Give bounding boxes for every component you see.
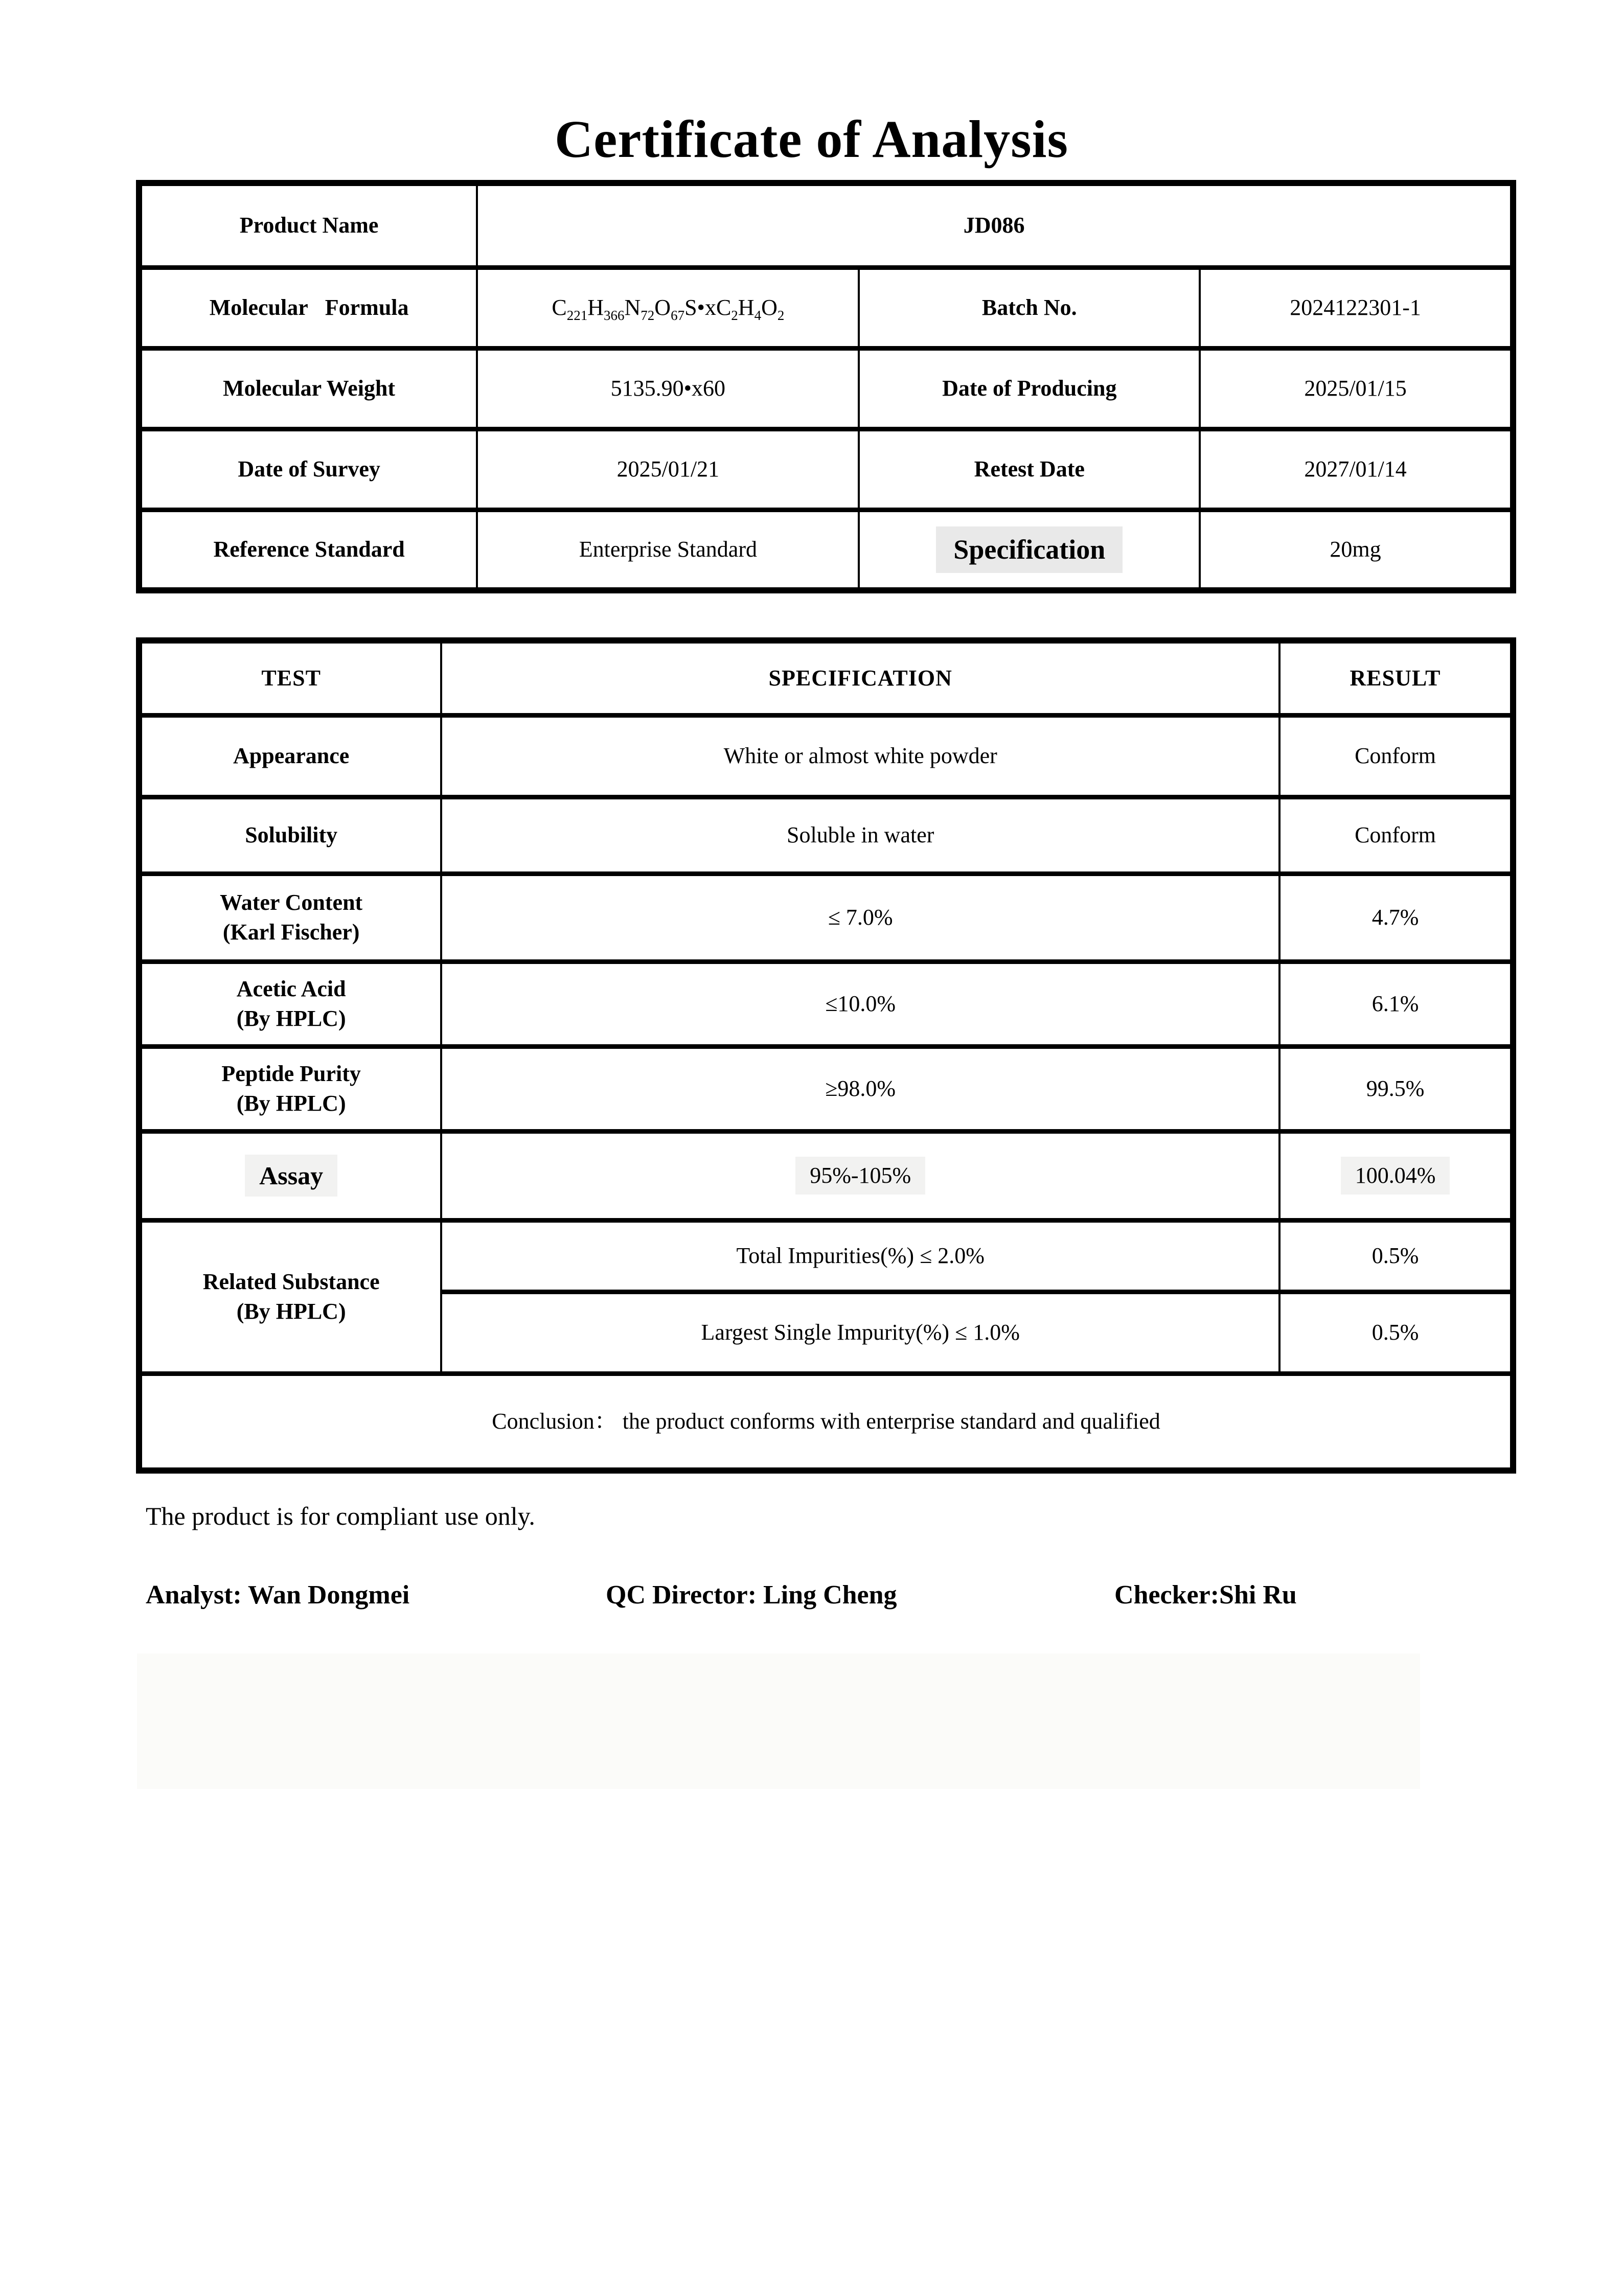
product-info-table (136, 180, 1516, 593)
conclusion-row (139, 1373, 1513, 1471)
table-row (139, 1220, 1513, 1292)
related-substance-test-label (139, 1220, 441, 1373)
assay-result-text: 100.04% (1341, 1157, 1450, 1195)
solubility-spec: Soluble in water (441, 797, 1279, 874)
reference-standard-label: Reference Standard (139, 510, 477, 590)
specification-label (859, 510, 1200, 590)
table-row (139, 267, 1513, 348)
table-header-row (139, 640, 1513, 715)
product-name-value: JD086 (477, 183, 1513, 267)
conclusion-text: the product conforms with enterprise standard and qualified (622, 1409, 1160, 1434)
product-name-label: Product Name (139, 183, 477, 267)
solubility-test-label: Solubility (139, 797, 441, 874)
table-row (139, 1131, 1513, 1220)
water-content-result: 4.7% (1279, 874, 1513, 961)
table-row (139, 348, 1513, 429)
conclusion-cell (139, 1373, 1513, 1471)
total-impurities-spec: Total Impurities(%) ≤ 2.0% (441, 1220, 1279, 1292)
specification-column-header: SPECIFICATION (441, 640, 1279, 715)
largest-single-impurity-spec: Largest Single Impurity(%) ≤ 1.0% (441, 1292, 1279, 1373)
molecular-formula-label: Molecular Formula (139, 267, 477, 348)
date-of-survey-label: Date of Survey (139, 429, 477, 510)
date-of-producing-label: Date of Producing (859, 348, 1200, 429)
compliance-note: The product is for compliant use only. (146, 1502, 535, 1530)
test-results-table (136, 637, 1516, 1474)
test-name-line1: Related Substance (202, 1269, 380, 1294)
batch-no-value: 2024122301-1 (1200, 267, 1513, 348)
test-name-line2: (By HPLC) (236, 1091, 346, 1116)
total-impurities-result: 0.5% (1279, 1220, 1513, 1292)
analyst-signature: Analyst: Wan Dongmei (146, 1580, 410, 1610)
assay-spec (441, 1131, 1279, 1220)
acetic-acid-spec: ≤10.0% (441, 961, 1279, 1046)
qc-director-signature: QC Director: Ling Cheng (606, 1580, 897, 1610)
appearance-result: Conform (1279, 715, 1513, 797)
date-of-producing-value: 2025/01/15 (1200, 348, 1513, 429)
molecular-weight-label: Molecular Weight (139, 348, 477, 429)
peptide-purity-spec: ≥98.0% (441, 1046, 1279, 1131)
acetic-acid-test-label (139, 961, 441, 1046)
table-row (139, 797, 1513, 874)
assay-test-label (139, 1131, 441, 1220)
test-name-line2: (By HPLC) (236, 1006, 346, 1031)
test-name-line1: Peptide Purity (221, 1061, 361, 1086)
test-name-line1: Water Content (220, 889, 363, 915)
result-column-header: RESULT (1279, 640, 1513, 715)
test-name-line2: (By HPLC) (236, 1299, 346, 1324)
test-column-header: TEST (139, 640, 441, 715)
table-row (139, 183, 1513, 267)
acetic-acid-result: 6.1% (1279, 961, 1513, 1046)
table-row (139, 715, 1513, 797)
reference-standard-value: Enterprise Standard (477, 510, 859, 590)
retest-date-value: 2027/01/14 (1200, 429, 1513, 510)
checker-signature: Checker:Shi Ru (1114, 1580, 1297, 1610)
water-content-test-label (139, 874, 441, 961)
assay-spec-text: 95%-105% (795, 1157, 925, 1195)
appearance-spec: White or almost white powder (441, 715, 1279, 797)
molecular-weight-value: 5135.90•x60 (477, 348, 859, 429)
table-row (139, 429, 1513, 510)
table-row (139, 961, 1513, 1046)
assay-label-text: Assay (245, 1155, 337, 1197)
peptide-purity-result: 99.5% (1279, 1046, 1513, 1131)
assay-result (1279, 1131, 1513, 1220)
peptide-purity-test-label (139, 1046, 441, 1131)
conclusion-label: Conclusion： (492, 1409, 617, 1434)
batch-no-label: Batch No. (859, 267, 1200, 348)
specification-value: 20mg (1200, 510, 1513, 590)
water-content-spec: ≤ 7.0% (441, 874, 1279, 961)
specification-label-text: Specification (936, 526, 1123, 573)
date-of-survey-value: 2025/01/21 (477, 429, 859, 510)
molecular-formula-value: $C_{221}H_{366}N_{72}O_{67}S•xC_2H_4O_2$ (477, 267, 859, 348)
retest-date-label: Retest Date (859, 429, 1200, 510)
solubility-result: Conform (1279, 797, 1513, 874)
table-row (139, 510, 1513, 590)
largest-single-impurity-result: 0.5% (1279, 1292, 1513, 1373)
test-name-line1: Acetic Acid (236, 976, 346, 1001)
page-title: Certificate of Analysis (554, 110, 1068, 169)
test-name-line2: (Karl Fischer) (222, 920, 360, 945)
scan-artifact (137, 1654, 1420, 1789)
appearance-test-label: Appearance (139, 715, 441, 797)
table-row (139, 1046, 1513, 1131)
table-row (139, 874, 1513, 961)
